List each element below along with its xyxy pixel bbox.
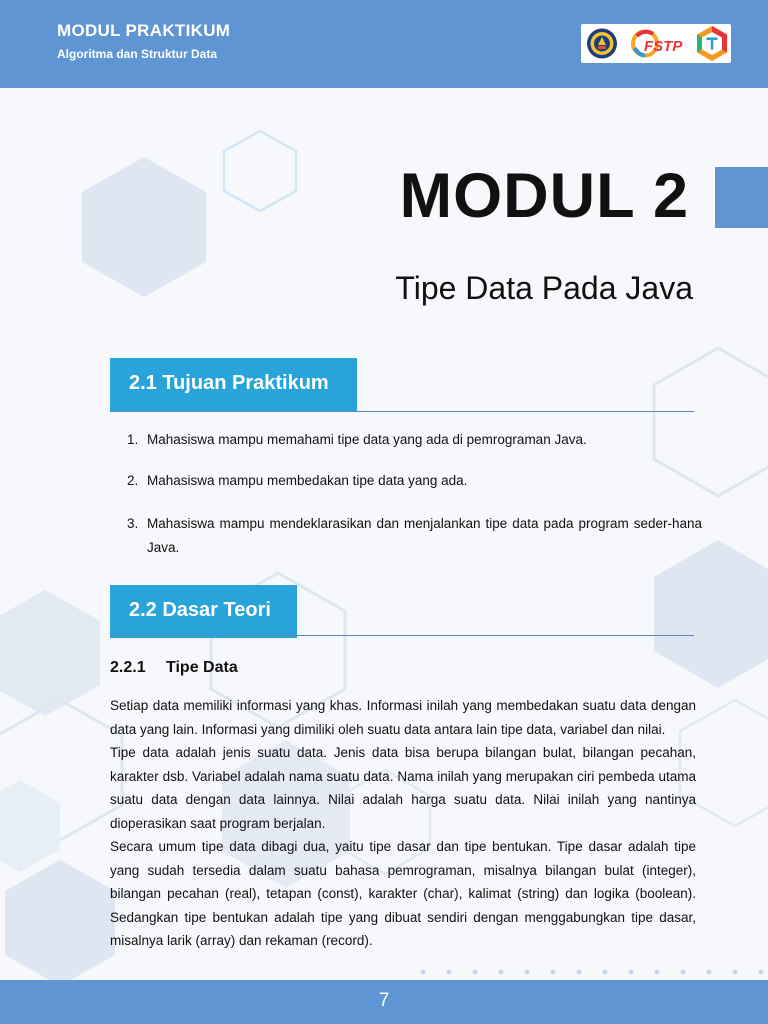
subsection-number: 2.2.1: [110, 659, 146, 676]
list-number: 3.: [127, 516, 139, 531]
list-item: [127, 512, 702, 560]
header-title: MODUL PRAKTIKUM: [57, 21, 231, 40]
list-number: 1.: [127, 432, 139, 447]
page-footer: [0, 980, 768, 1024]
decorative-dots: [0, 965, 768, 979]
section-divider: [110, 411, 694, 412]
paragraph: Tipe data adalah jenis suatu data. Jenis data bisa berupa bilangan bulat, bilangan pecahan, karakter dsb. Variabel adalah nama suatu data. Nama inilah yang merupakan ciri pembeda utama suatu data dengan data lainnya. Nilai adalah harga suatu data. Nilai inilah yang nantinya dioperasikan saat program berjalan.: [110, 745, 696, 831]
list-item: [127, 469, 702, 493]
ti-logo: [695, 25, 729, 62]
paragraph: Secara umum tipe data dibagi dua, yaitu tipe dasar dan tipe bentukan. Tipe dasar adalah tipe yang sudah tersedia dalam suatu bahasa pemrograman, misalnya bilangan bulat (integer), bilangan pecahan (real), tetapan (const), karakter (char), kalimat (string) dan logika (boolean). Sedangkan tipe bentukan adalah tipe yang dibuat sendiri dengan menggabungkan tipe dasar, misalnya larik (array) dan rekaman (record).: [110, 839, 696, 948]
module-title: MODUL 2: [399, 161, 689, 231]
header-subtitle: Algoritma dan Struktur Data: [57, 47, 218, 61]
university-seal-logo: [585, 27, 619, 60]
list-text: Mahasiswa mampu mendeklarasikan dan menjalankan tipe data pada program seder-hana Java.: [147, 516, 702, 555]
logo-strip: [581, 24, 731, 63]
section-divider: [110, 635, 694, 636]
section-heading-dasar-teori: 2.2 Dasar Teori: [110, 585, 297, 638]
page-header: [0, 0, 768, 88]
list-text: Mahasiswa mampu membedakan tipe data yang ada.: [147, 473, 468, 488]
page-number: 7: [378, 990, 390, 1011]
body-text: [110, 694, 696, 953]
list-number: 2.: [127, 473, 139, 488]
list-item: [127, 428, 702, 452]
module-topic: Tipe Data Pada Java: [395, 270, 693, 306]
subsection-heading: [110, 659, 238, 677]
list-text: Mahasiswa mampu memahami tipe data yang ada di pemrograman Java.: [147, 432, 587, 447]
subsection-title: Tipe Data: [166, 659, 238, 676]
svg-text:FSTP: FSTP: [644, 38, 683, 55]
paragraph: Setiap data memiliki informasi yang khas. Informasi inilah yang membedakan suatu data dengan data yang lain. Informasi yang dimiliki oleh suatu data antara lain tipe data, variabel dan nilai.: [110, 698, 696, 737]
fstp-logo: [631, 28, 691, 59]
page-edge-tab: [715, 167, 768, 228]
section-heading-tujuan: 2.1 Tujuan Praktikum: [110, 358, 357, 411]
